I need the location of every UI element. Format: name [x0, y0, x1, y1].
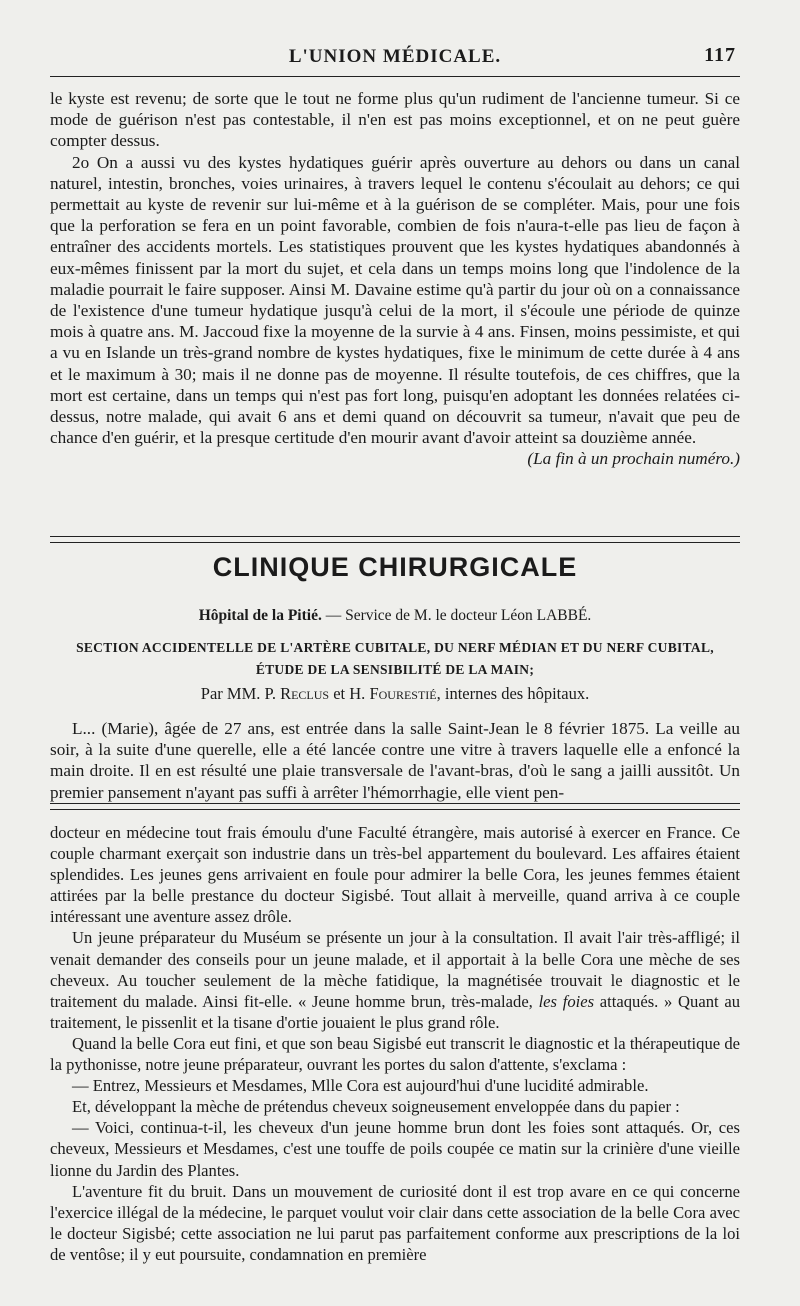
section-heading: CLINIQUE CHIRURGICALE	[212, 552, 578, 582]
hospital-name: Hôpital de la Pitié.	[198, 607, 322, 624]
article-continuation	[50, 88, 740, 470]
authors-prefix: Par MM. P.	[200, 684, 281, 703]
article-paragraph-1: le kyste est revenu; de sorte que le tout ne forme plus qu'un rudiment de l'ancienne tumeur. Si ce mode de guérison n'est pas contestable, il n'en est pas moins exceptionnel, et on ne peut guère compter dessus.	[50, 89, 740, 151]
subtitle-line-2: ÉTUDE DE LA SENSIBILITÉ DE LA MAIN;	[255, 662, 535, 677]
hospital-line	[50, 607, 740, 625]
subtitle-line-1: SECTION ACCIDENTELLE DE L'ARTÈRE CUBITALE, DU NERF MÉDIAN ET DU NERF CUBITAL,	[76, 640, 714, 655]
feuilleton-paragraph-7: L'aventure fit du bruit. Dans un mouvement de curiosité dont il est trop avare en ce qui concerne l'exercice illégal de la médecine, le parquet voulut voir clair dans cette association de la belle Cora avec le docteur Sigisbé; cette association ne lui parut pas parfaitement conforme aux prescriptions de la loi de ventôse; il y eut poursuite, condamnation en première	[50, 1181, 740, 1264]
feuilleton-paragraph-5: Et, développant la mèche de prétendus cheveux soigneusement enveloppée dans du papier :	[72, 1097, 680, 1117]
clinique-body	[50, 718, 740, 803]
feuilleton-paragraph-2	[50, 927, 740, 1032]
feuilleton-divider	[50, 803, 740, 810]
authors-suffix: , internes des hôpitaux.	[436, 684, 590, 703]
feuilleton-paragraph-3: Quand la belle Cora eut fini, et que son beau Sigisbé eut transcrit le diagnostic et la thérapeutique de la pythonisse, notre jeune préparateur, ouvrant les portes du salon d'attente, s'exclama :	[50, 1033, 740, 1075]
feuilleton-paragraph-1: docteur en médecine tout frais émoulu d'une Faculté étrangère, mais autorisé à exercer en France. Ce couple charmant exerçait son industrie dans un très-bel appartement du boulevard. Les affaires étaient splendides. Les jeunes gens arrivaient en foule pour admirer la belle Cora, les jeunes femmes étaient attirées par la belle prestance du docteur Sigisbé. Tout allait à merveille, quand arriva à ce couple intéressant une aventure assez drôle.	[50, 823, 740, 927]
article-paragraph-2: 2o On a aussi vu des kystes hydatiques guérir après ouverture au dehors ou dans un canal naturel, intestin, bronches, voies urinaires, à travers lequel le contenu s'écoulait au dehors; ce qui permettait au kyste de revenir sur lui-même et à la guérison de se compléter. Mais, pour une fois que la perforation se fera en un point favorable, combien de fois n'aura-t-elle pas lieu de façon à entraîner des accidents mortels. Les statistiques prouvent que les kystes hydatiques abandonnés à eux-mêmes finissent par la mort du sujet, et cela dans un temps moins long que l'indolence de la maladie pourrait le faire supposer. Ainsi M. Davaine estime qu'à partir du jour où on a connaissance de l'existence d'une tumeur hydatique jusqu'à celui de la mort, il s'écoule une période de quinze mois à quatre ans. M. Jaccoud fixe la moyenne de la survie à 4 ans. Finsen, moins pessimiste, et qui a vu en Islande un très-grand nombre de kystes hydatiques, fixe le minimum de cette durée à 4 ans et le maximum à 30; mais il ne donne pas de moyenne. Il résulte toutefois, de ces chiffres, que la mort est certaine, dans un temps qui n'est pas fort long, puisqu'en adoptant les données relatées ci-dessus, notre malade, qui avait 6 ans et demi quand on découvrit sa tumeur, n'avait que peu de chance d'en guérir, et la presque certitude d'en mourir avant d'avoir atteint sa douzième année.	[50, 152, 740, 448]
feuilleton-p2-italic: les foies	[538, 991, 595, 1011]
page-number: 117	[704, 44, 736, 66]
section-divider	[50, 536, 740, 543]
author-fourestie: Fourestié	[369, 684, 437, 703]
article-subtitle	[50, 637, 740, 681]
service-name: — Service de M. le docteur Léon LABBÉ.	[321, 607, 592, 624]
authors-mid: et H.	[329, 684, 370, 703]
feuilleton	[50, 822, 740, 1265]
feuilleton-paragraph-6: — Voici, continua-t-il, les cheveux d'un jeune homme brun dont les foies sont attaqués. Or, ces cheveux, Messieurs et Mesdames, c'est une touffe de poils coupée ce matin sur la crinière d'une vieille lionne du Jardin des Plantes.	[50, 1118, 740, 1180]
feuilleton-p2-start: Un jeune préparateur du Muséum se présente un jour à la consultation. Il avait l'air très-affligé; il venait demander des conseils pour un jeune malade, et il apportait à la belle Cora une mèche de ses cheveux. Au toucher seulement de la mèche fatidique, la magnétisée trouvait le diagnostic et le traitement du malade. Ainsi fit-elle. « Jeune homme brun, très-malade,	[50, 928, 740, 1011]
feuilleton-p2-end: attaqués. » Quant au traitement, le pissenlit et la tisane d'ortie jouaient le plus grand rôle.	[50, 991, 740, 1032]
to-be-continued-note: (La fin à un prochain numéro.)	[527, 449, 740, 469]
article-authors	[50, 684, 740, 704]
clinique-paragraph: L... (Marie), âgée de 27 ans, est entrée dans la salle Saint-Jean le 8 février 1875. La veille au soir, à la suite d'une querelle, elle a été lancée contre une vitre à travers laquelle elle a enfoncé la main droite. Il en est résulté une plaie transversale de l'avant-bras, d'où le sang a jailli aussitôt. Un premier pansement n'ayant pas suffi à arrêter l'hémorrhagie, elle vient pen-	[50, 719, 740, 802]
author-reclus: Reclus	[280, 684, 330, 703]
header-rule	[50, 76, 740, 77]
page-header	[50, 40, 740, 74]
journal-title: L'UNION MÉDICALE.	[288, 46, 502, 67]
feuilleton-paragraph-4: — Entrez, Messieurs et Mesdames, Mlle Cora est aujourd'hui d'une lucidité admirable.	[72, 1076, 649, 1096]
